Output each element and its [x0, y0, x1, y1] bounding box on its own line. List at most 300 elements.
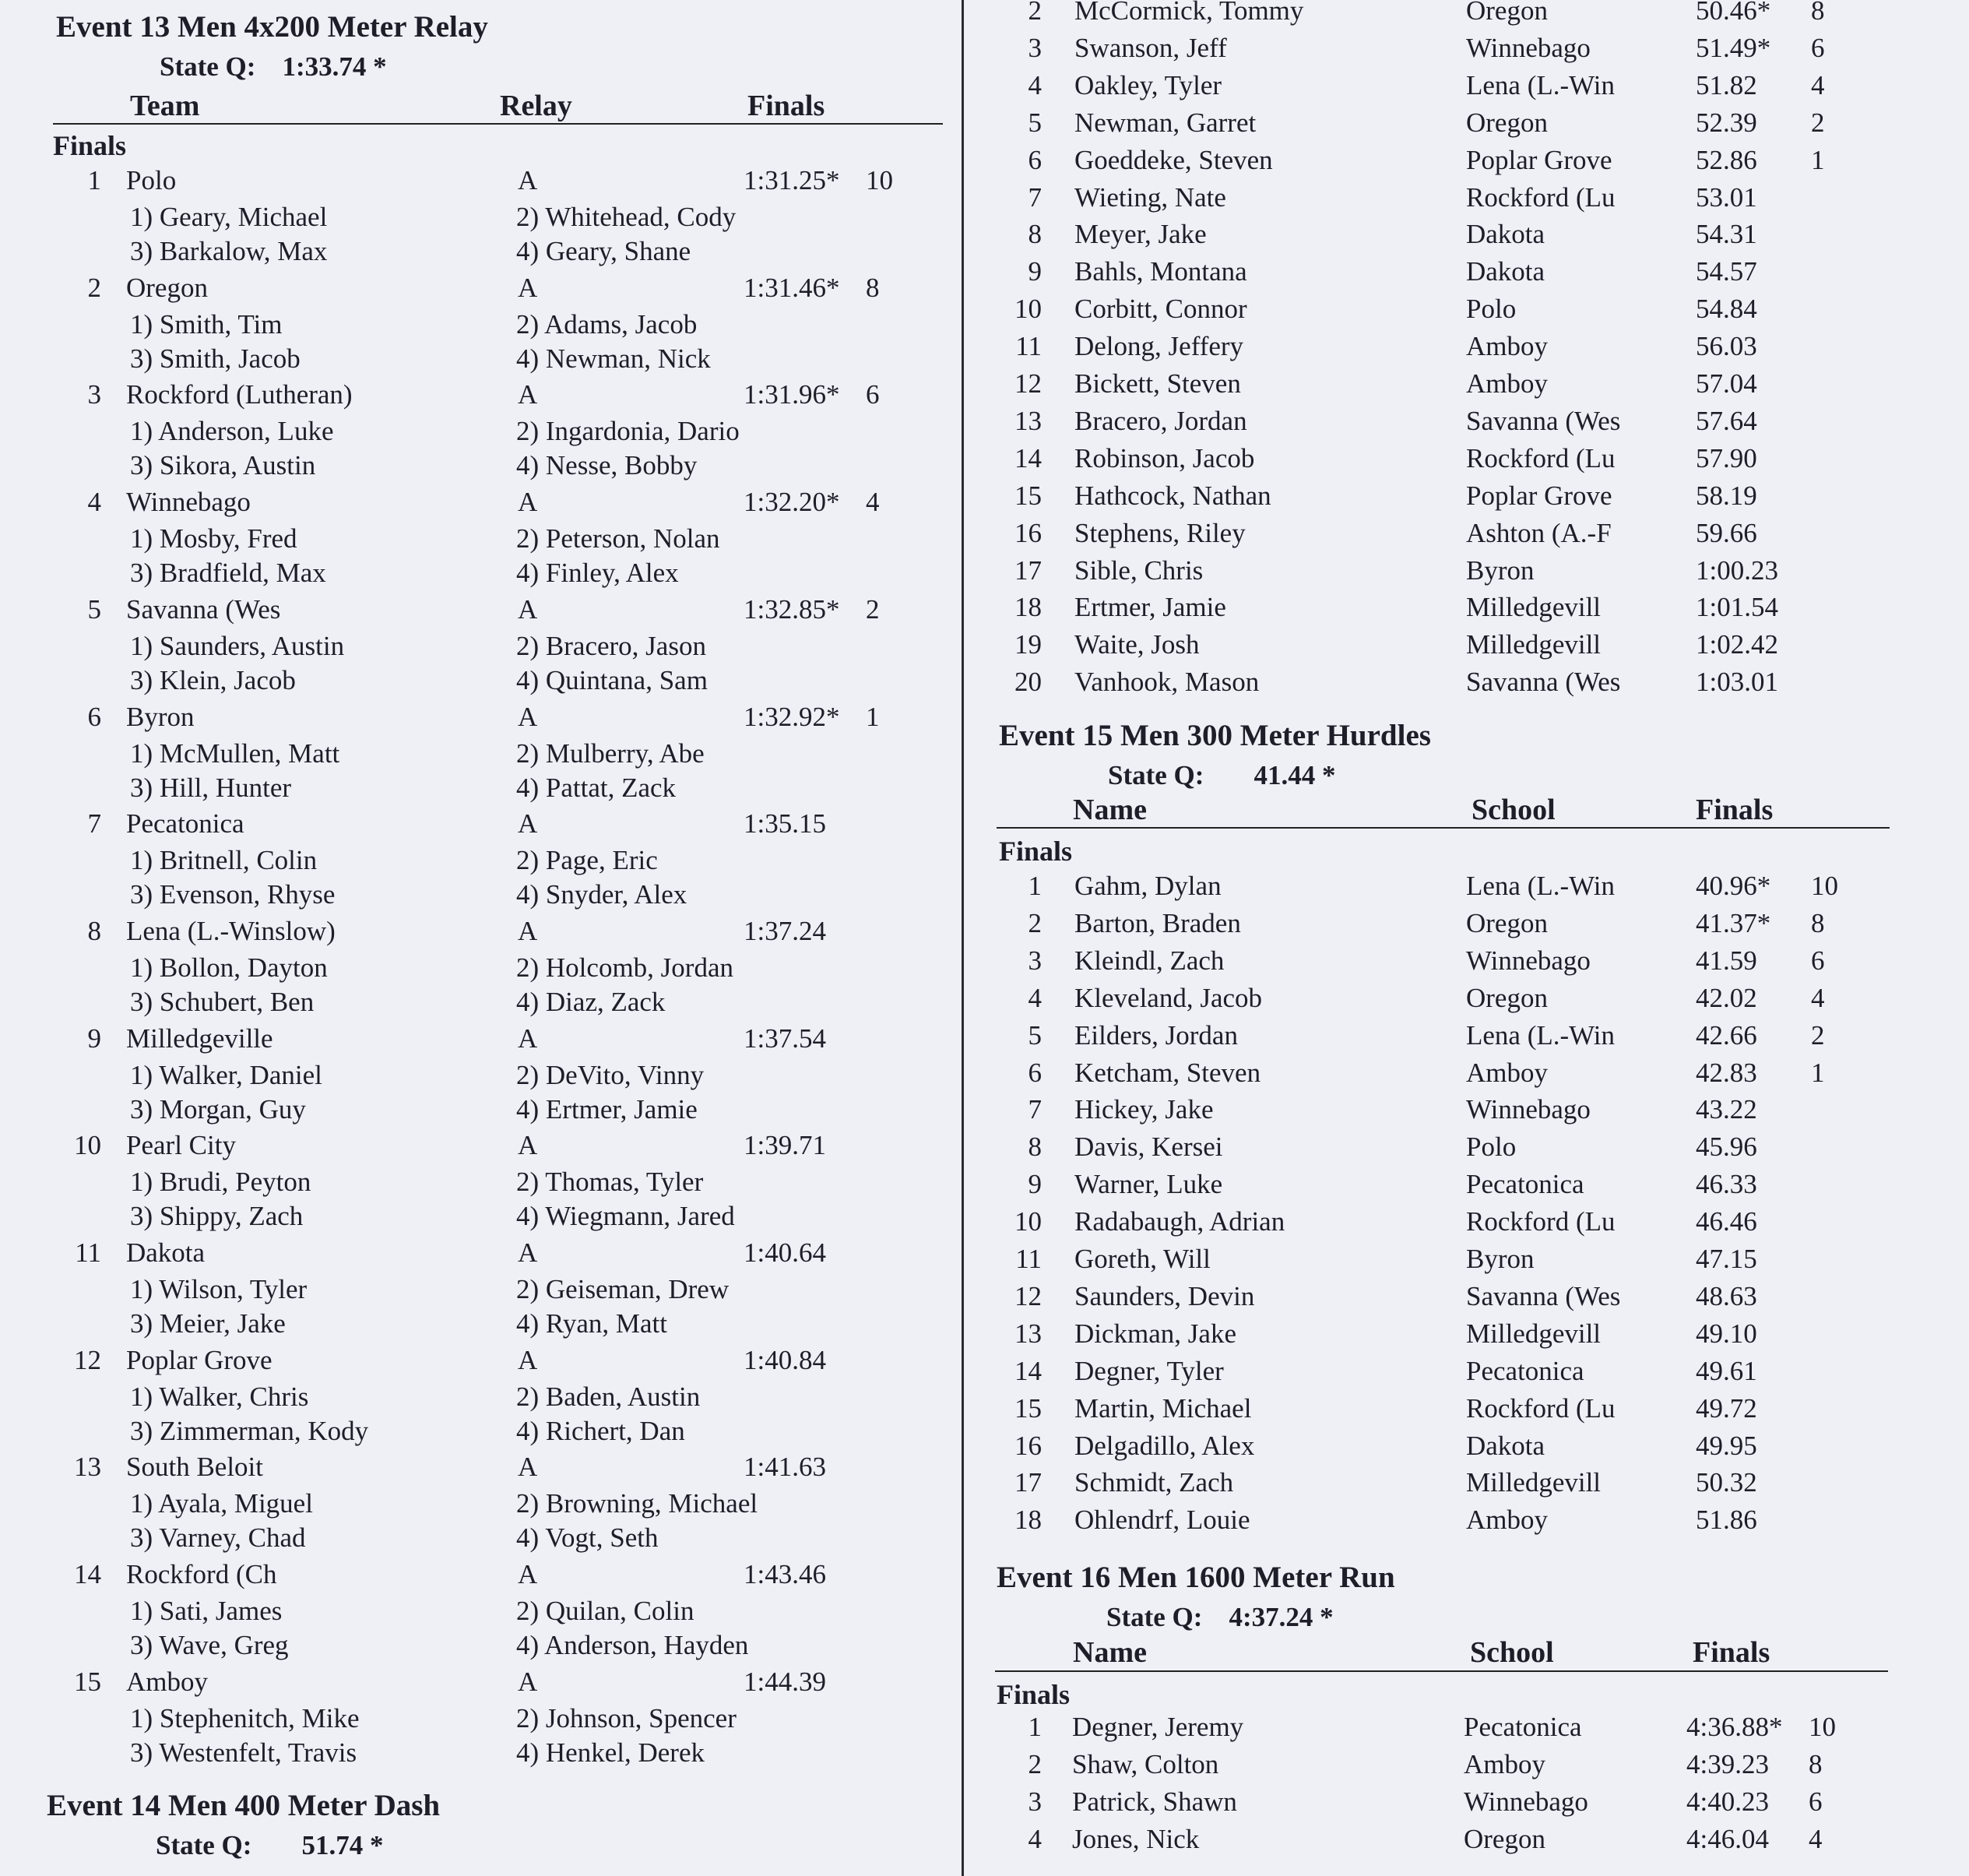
- event15-section-label: Finals: [999, 836, 1073, 867]
- relay-team-row: [47, 1452, 950, 1483]
- athlete-name: Hickey, Jake: [1074, 1094, 1214, 1125]
- relay-letter: A: [518, 1452, 538, 1483]
- finals-time: 47.15: [1696, 1244, 1757, 1274]
- relay-runners-row: [47, 879, 950, 910]
- athlete-name: Radabaugh, Adrian: [1074, 1206, 1285, 1237]
- result-row: [995, 871, 1906, 902]
- runner-name: 2) Adams, Jacob: [516, 308, 698, 340]
- place-number: 1: [1028, 871, 1042, 901]
- relay-letter: A: [518, 165, 538, 195]
- place-number: 7: [1028, 181, 1042, 213]
- runner-name: 1) Saunders, Austin: [130, 630, 345, 661]
- place-number: 14: [74, 1559, 101, 1590]
- athlete-name: Ketcham, Steven: [1074, 1057, 1261, 1088]
- place-number: 5: [1028, 107, 1042, 138]
- place-number: 15: [74, 1666, 101, 1697]
- runner-name: 2) Bracero, Jason: [516, 630, 706, 661]
- relay-team-row: [47, 1237, 950, 1269]
- school-name: Ashton (A.-F: [1466, 517, 1612, 548]
- event13-section-label: Finals: [53, 130, 127, 161]
- runner-name: 3) Schubert, Ben: [130, 986, 315, 1017]
- finals-time: 54.84: [1696, 294, 1757, 325]
- runner-name: 1) Walker, Daniel: [130, 1059, 322, 1090]
- athlete-name: Saunders, Devin: [1074, 1280, 1255, 1311]
- result-row: [995, 70, 1906, 101]
- athlete-name: Newman, Garret: [1074, 107, 1257, 138]
- event16-header-school: School: [1470, 1636, 1554, 1669]
- school-name: Winnebago: [1464, 1786, 1588, 1817]
- runner-name: 3) Meier, Jake: [130, 1308, 286, 1339]
- event15-state-q: [1108, 760, 1335, 791]
- result-row: [995, 983, 1906, 1014]
- result-row: [995, 555, 1906, 586]
- relay-team-row: [47, 808, 950, 839]
- finals-time: 46.33: [1696, 1169, 1757, 1200]
- finals-time: 1:39.71: [744, 1130, 826, 1161]
- event13-state-q-label: State Q:: [160, 51, 256, 82]
- athlete-name: Eilders, Jordan: [1074, 1019, 1238, 1051]
- place-points: 4: [1811, 69, 1825, 100]
- runner-name: 1) Stephenitch, Mike: [130, 1702, 360, 1733]
- finals-time: 42.02: [1696, 982, 1757, 1013]
- school-name: Rockford (Lu: [1466, 1392, 1616, 1424]
- finals-time: 57.04: [1696, 368, 1757, 399]
- relay-runners-row: [47, 1308, 950, 1339]
- finals-time: 50.46*: [1696, 0, 1771, 26]
- team-name: Pecatonica: [126, 808, 244, 839]
- place-number: 11: [75, 1237, 101, 1268]
- place-points: 10: [1811, 871, 1838, 901]
- result-row: [995, 1318, 1906, 1350]
- result-row: [995, 1712, 1906, 1743]
- athlete-name: Kleindl, Zach: [1074, 945, 1225, 976]
- relay-letter: A: [518, 487, 538, 518]
- school-name: Poplar Grove: [1466, 480, 1612, 511]
- finals-time: 52.86: [1696, 144, 1757, 175]
- relay-runners-row: [47, 1522, 950, 1554]
- relay-runners-row: [47, 1630, 950, 1661]
- school-name: Milledgevill: [1466, 592, 1602, 623]
- runner-name: 2) Thomas, Tyler: [516, 1167, 704, 1198]
- place-number: 12: [74, 1344, 101, 1375]
- place-number: 16: [1014, 517, 1042, 548]
- result-row: [995, 945, 1906, 977]
- relay-team-row: [47, 1667, 950, 1698]
- athlete-name: Vanhook, Mason: [1074, 667, 1260, 698]
- team-name: Amboy: [126, 1666, 208, 1697]
- relay-team-row: [47, 594, 950, 625]
- relay-runners-row: [47, 416, 950, 447]
- relay-team-row: [47, 916, 950, 947]
- event13-header-rule: [53, 123, 943, 125]
- school-name: Oregon: [1466, 0, 1548, 26]
- athlete-name: McCormick, Tommy: [1074, 0, 1304, 26]
- place-number: 4: [87, 487, 101, 518]
- school-name: Amboy: [1466, 1505, 1548, 1536]
- finals-time: 41.59: [1696, 945, 1757, 976]
- event16-header-name: Name: [1073, 1636, 1147, 1669]
- relay-runners-row: [47, 1381, 950, 1413]
- result-row: [995, 406, 1906, 437]
- relay-letter: A: [518, 1559, 538, 1590]
- place-number: 11: [1015, 1244, 1042, 1274]
- school-name: Pecatonica: [1466, 1169, 1584, 1200]
- relay-team-row: [47, 379, 950, 410]
- runner-name: 2) Whitehead, Cody: [516, 202, 737, 232]
- place-number: 10: [74, 1130, 101, 1161]
- finals-time: 1:37.54: [744, 1022, 826, 1054]
- runner-name: 4) Ryan, Matt: [516, 1308, 667, 1339]
- school-name: Lena (L.-Win: [1466, 871, 1615, 901]
- place-number: 2: [1028, 1748, 1042, 1779]
- runner-name: 1) Geary, Michael: [130, 202, 328, 232]
- team-name: Milledgeville: [126, 1022, 273, 1054]
- finals-time: 1:35.15: [744, 808, 826, 839]
- relay-letter: A: [518, 1344, 538, 1375]
- place-number: 13: [74, 1452, 101, 1483]
- finals-time: 57.90: [1696, 442, 1757, 473]
- relay-runners-row: [47, 738, 950, 769]
- relay-letter: A: [518, 915, 538, 946]
- finals-time: 49.72: [1696, 1392, 1757, 1424]
- result-row: [995, 1058, 1906, 1089]
- event14-state-q: [156, 1830, 383, 1861]
- place-number: 2: [1028, 907, 1042, 938]
- school-name: Dakota: [1466, 1430, 1545, 1461]
- athlete-name: Bahls, Montana: [1074, 256, 1247, 287]
- finals-time: 49.61: [1696, 1355, 1757, 1386]
- finals-time: 41.37*: [1696, 907, 1771, 938]
- finals-time: 1:02.42: [1696, 629, 1778, 660]
- finals-time: 1:31.25*: [744, 165, 840, 195]
- finals-time: 51.82: [1696, 69, 1757, 100]
- place-number: 11: [1015, 331, 1042, 362]
- event13-state-q: [160, 51, 387, 83]
- athlete-name: Meyer, Jake: [1074, 219, 1207, 250]
- runner-name: 4) Ertmer, Jamie: [516, 1093, 698, 1125]
- place-number: 6: [1028, 144, 1042, 175]
- school-name: Rockford (Lu: [1466, 442, 1616, 473]
- result-row: [995, 1431, 1906, 1462]
- event15-header-school: School: [1471, 794, 1556, 826]
- place-number: 17: [1014, 1467, 1042, 1498]
- team-name: Pearl City: [126, 1130, 236, 1161]
- athlete-name: Swanson, Jeff: [1074, 32, 1227, 63]
- finals-time: 42.83: [1696, 1057, 1757, 1088]
- relay-runners-row: [47, 343, 950, 375]
- school-name: Winnebago: [1466, 1094, 1591, 1125]
- place-points: 2: [1811, 1019, 1825, 1051]
- result-row: [995, 908, 1906, 939]
- athlete-name: Oakley, Tyler: [1074, 69, 1222, 100]
- school-name: Oregon: [1466, 107, 1548, 138]
- result-row: [995, 331, 1906, 362]
- runner-name: 4) Vogt, Seth: [516, 1522, 659, 1554]
- place-number: 18: [1014, 1505, 1042, 1536]
- result-row: [995, 145, 1906, 176]
- event14-title: Event 14 Men 400 Meter Dash: [47, 1789, 441, 1822]
- team-name: South Beloit: [126, 1452, 263, 1483]
- finals-time: 4:40.23: [1686, 1786, 1769, 1817]
- relay-runners-row: [47, 1167, 950, 1198]
- finals-time: 56.03: [1696, 331, 1757, 362]
- place-number: 2: [87, 272, 101, 303]
- finals-time: 40.96*: [1696, 871, 1771, 901]
- finals-time: 48.63: [1696, 1280, 1757, 1311]
- event16-state-q-label: State Q:: [1106, 1602, 1203, 1632]
- runner-name: 3) Varney, Chad: [130, 1522, 306, 1554]
- team-name: Savanna (Wes: [126, 593, 281, 625]
- place-number: 1: [1028, 1712, 1042, 1742]
- event16-header-finals: Finals: [1693, 1636, 1770, 1669]
- relay-letter: A: [518, 808, 538, 839]
- relay-letter: A: [518, 701, 538, 732]
- finals-time: 4:39.23: [1686, 1748, 1769, 1779]
- runner-name: 4) Pattat, Zack: [516, 772, 677, 803]
- relay-runners-row: [47, 773, 950, 804]
- relay-team-row: [47, 1345, 950, 1376]
- event16-section-label: Finals: [997, 1679, 1071, 1710]
- school-name: Lena (L.-Win: [1466, 1019, 1615, 1051]
- school-name: Polo: [1466, 294, 1517, 325]
- place-number: 3: [87, 379, 101, 410]
- runner-name: 3) Zimmerman, Kody: [130, 1415, 369, 1446]
- place-number: 4: [1028, 982, 1042, 1013]
- runner-name: 4) Newman, Nick: [516, 343, 711, 374]
- athlete-name: Dickman, Jake: [1074, 1318, 1236, 1349]
- runner-name: 1) Smith, Tim: [130, 308, 283, 340]
- runner-name: 3) Smith, Jacob: [130, 343, 301, 374]
- school-name: Oregon: [1466, 907, 1548, 938]
- team-points: 8: [866, 272, 880, 303]
- runner-name: 2) DeVito, Vinny: [516, 1059, 705, 1090]
- relay-runners-row: [47, 558, 950, 589]
- runner-name: 2) Page, Eric: [516, 845, 658, 876]
- event13-header-team: Team: [130, 90, 200, 122]
- result-row: [995, 1132, 1906, 1163]
- school-name: Milledgevill: [1466, 1318, 1602, 1349]
- relay-runners-row: [47, 1488, 950, 1519]
- finals-time: 54.57: [1696, 256, 1757, 287]
- school-name: Lena (L.-Win: [1466, 69, 1615, 100]
- finals-time: 46.46: [1696, 1206, 1757, 1237]
- result-row: [995, 592, 1906, 623]
- athlete-name: Gahm, Dylan: [1074, 871, 1222, 901]
- runner-name: 1) Bollon, Dayton: [130, 952, 328, 983]
- place-number: 12: [1014, 368, 1042, 399]
- athlete-name: Sible, Chris: [1074, 554, 1204, 586]
- relay-letter: A: [518, 1022, 538, 1054]
- result-row: [995, 107, 1906, 139]
- event15-title: Event 15 Men 300 Meter Hurdles: [999, 719, 1431, 752]
- finals-time: 1:32.92*: [744, 701, 840, 732]
- team-name: Rockford (Ch: [126, 1559, 277, 1590]
- event16-header-rule: [995, 1670, 1888, 1672]
- school-name: Byron: [1466, 554, 1535, 586]
- place-number: 9: [87, 1022, 101, 1054]
- runner-name: 3) Evenson, Rhyse: [130, 879, 336, 910]
- athlete-name: Ertmer, Jamie: [1074, 592, 1226, 623]
- athlete-name: Barton, Braden: [1074, 907, 1241, 938]
- result-row: [995, 0, 1906, 26]
- team-points: 1: [866, 701, 880, 732]
- place-number: 13: [1014, 405, 1042, 436]
- finals-time: 45.96: [1696, 1132, 1757, 1163]
- team-name: Lena (L.-Winslow): [126, 915, 336, 946]
- result-row: [995, 1094, 1906, 1125]
- team-name: Oregon: [126, 272, 208, 303]
- place-number: 15: [1014, 1392, 1042, 1424]
- finals-time: 1:32.20*: [744, 487, 840, 518]
- runner-name: 1) Wilson, Tyler: [130, 1274, 308, 1304]
- event16-state-q-value: 4:37.24 *: [1229, 1602, 1334, 1632]
- finals-time: 42.66: [1696, 1019, 1757, 1051]
- athlete-name: Stephens, Riley: [1074, 517, 1246, 548]
- runner-name: 3) Bradfield, Max: [130, 558, 326, 589]
- runner-name: 4) Geary, Shane: [516, 236, 691, 266]
- relay-runners-row: [47, 1201, 950, 1232]
- athlete-name: Shaw, Colton: [1072, 1748, 1219, 1779]
- runner-name: 2) Quilan, Colin: [516, 1596, 694, 1627]
- relay-runners-row: [47, 952, 950, 984]
- runner-name: 4) Diaz, Zack: [516, 986, 666, 1017]
- finals-time: 1:37.24: [744, 915, 826, 946]
- school-name: Oregon: [1464, 1823, 1545, 1854]
- school-name: Byron: [1466, 1244, 1535, 1274]
- runner-name: 2) Geiseman, Drew: [516, 1274, 730, 1304]
- place-number: 17: [1014, 554, 1042, 586]
- place-points: 4: [1811, 982, 1825, 1013]
- athlete-name: Jones, Nick: [1072, 1823, 1200, 1854]
- school-name: Winnebago: [1466, 945, 1591, 976]
- runner-name: 4) Snyder, Alex: [516, 879, 687, 910]
- place-points: 6: [1811, 945, 1825, 976]
- relay-team-row: [47, 702, 950, 733]
- school-name: Poplar Grove: [1466, 144, 1612, 175]
- school-name: Polo: [1466, 1132, 1517, 1163]
- place-number: 8: [1028, 1132, 1042, 1163]
- school-name: Dakota: [1466, 219, 1545, 250]
- result-row: [995, 1356, 1906, 1387]
- event15-state-q-label: State Q:: [1108, 760, 1204, 790]
- athlete-name: Bickett, Steven: [1074, 368, 1241, 399]
- result-row: [995, 1467, 1906, 1498]
- place-points: 8: [1809, 1748, 1823, 1779]
- finals-time: 1:32.85*: [744, 593, 840, 625]
- athlete-name: Degner, Jeremy: [1072, 1712, 1244, 1742]
- event16-state-q: [1106, 1602, 1334, 1633]
- finals-time: 1:31.96*: [744, 379, 840, 410]
- finals-time: 52.39: [1696, 107, 1757, 138]
- school-name: Milledgevill: [1466, 629, 1602, 660]
- athlete-name: Goeddeke, Steven: [1074, 144, 1273, 175]
- relay-team-row: [47, 1130, 950, 1161]
- event14-state-q-label: State Q:: [156, 1830, 252, 1860]
- finals-time: 57.64: [1696, 405, 1757, 436]
- runner-name: 2) Baden, Austin: [516, 1381, 701, 1412]
- relay-team-row: [47, 165, 950, 196]
- school-name: Oregon: [1466, 982, 1548, 1013]
- relay-runners-row: [47, 631, 950, 662]
- runner-name: 3) Barkalow, Max: [130, 236, 328, 266]
- team-name: Byron: [126, 701, 195, 732]
- team-name: Polo: [126, 165, 177, 195]
- relay-runners-row: [47, 1596, 950, 1627]
- team-points: 10: [866, 165, 893, 195]
- athlete-name: Delgadillo, Alex: [1074, 1430, 1255, 1461]
- finals-time: 1:43.46: [744, 1559, 826, 1590]
- place-points: 6: [1811, 32, 1825, 63]
- finals-time: 1:00.23: [1696, 554, 1778, 586]
- athlete-name: Patrick, Shawn: [1072, 1786, 1237, 1817]
- result-row: [995, 1393, 1906, 1424]
- runner-name: 3) Klein, Jacob: [130, 664, 296, 695]
- athlete-name: Kleveland, Jacob: [1074, 982, 1263, 1013]
- place-number: 9: [1028, 256, 1042, 287]
- athlete-name: Davis, Kersei: [1074, 1132, 1223, 1163]
- team-name: Dakota: [126, 1237, 206, 1268]
- result-row: [995, 256, 1906, 287]
- athlete-name: Wieting, Nate: [1074, 181, 1226, 213]
- runner-name: 2) Johnson, Spencer: [516, 1702, 737, 1733]
- result-row: [995, 368, 1906, 399]
- school-name: Pecatonica: [1464, 1712, 1582, 1742]
- place-number: 1: [87, 165, 101, 195]
- runner-name: 1) Walker, Chris: [130, 1381, 309, 1412]
- event15-state-q-value: 41.44 *: [1253, 760, 1336, 790]
- athlete-name: Hathcock, Nathan: [1074, 480, 1271, 511]
- result-row: [995, 1169, 1906, 1200]
- runner-name: 2) Ingardonia, Dario: [516, 416, 740, 447]
- result-row: [995, 1749, 1906, 1780]
- relay-team-row: [47, 1559, 950, 1590]
- school-name: Amboy: [1466, 331, 1548, 362]
- place-number: 13: [1014, 1318, 1042, 1349]
- place-points: 8: [1811, 907, 1825, 938]
- place-number: 15: [1014, 480, 1042, 511]
- event15-header-finals: Finals: [1696, 794, 1774, 826]
- runner-name: 4) Richert, Dan: [516, 1415, 685, 1446]
- place-number: 5: [87, 593, 101, 625]
- relay-runners-row: [47, 1094, 950, 1125]
- event13-title: Event 13 Men 4x200 Meter Relay: [56, 10, 488, 44]
- relay-letter: A: [518, 379, 538, 410]
- school-name: Dakota: [1466, 256, 1545, 287]
- relay-team-row: [47, 273, 950, 304]
- relay-team-row: [47, 1023, 950, 1054]
- place-number: 10: [1014, 294, 1042, 325]
- athlete-name: Delong, Jeffery: [1074, 331, 1244, 362]
- runner-name: 3) Hill, Hunter: [130, 772, 292, 803]
- result-row: [995, 443, 1906, 474]
- school-name: Amboy: [1466, 1057, 1548, 1088]
- athlete-name: Goreth, Will: [1074, 1244, 1211, 1274]
- place-number: 5: [1028, 1019, 1042, 1051]
- place-points: 1: [1811, 1057, 1825, 1088]
- place-number: 19: [1014, 629, 1042, 660]
- place-number: 3: [1028, 32, 1042, 63]
- team-points: 4: [866, 487, 880, 518]
- relay-runners-row: [47, 1416, 950, 1447]
- runner-name: 4) Wiegmann, Jared: [516, 1201, 735, 1232]
- school-name: Savanna (Wes: [1466, 1280, 1621, 1311]
- athlete-name: Ohlendrf, Louie: [1074, 1505, 1250, 1536]
- relay-letter: A: [518, 1237, 538, 1268]
- relay-letter: A: [518, 1666, 538, 1697]
- school-name: Winnebago: [1466, 32, 1591, 63]
- finals-time: 49.95: [1696, 1430, 1757, 1461]
- relay-runners-row: [47, 523, 950, 554]
